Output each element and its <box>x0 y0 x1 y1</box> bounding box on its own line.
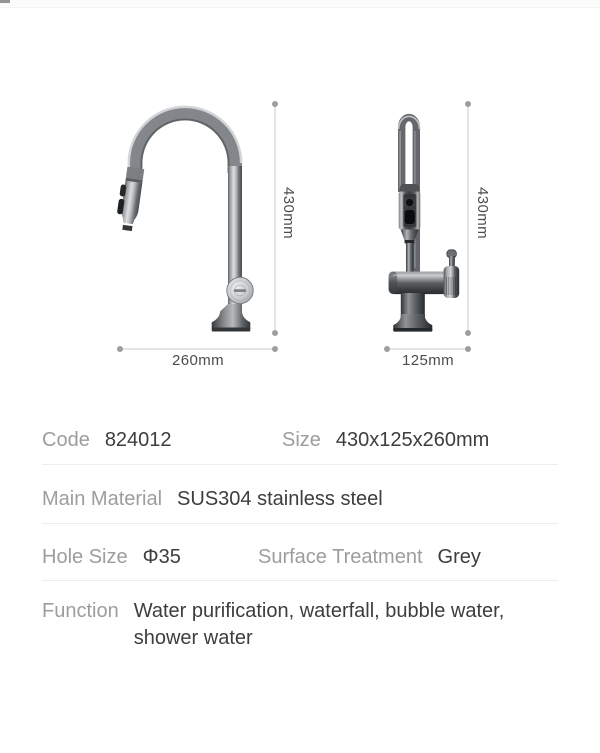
front-height-dimension-label: 430mm <box>280 187 297 240</box>
spec-value-surface-treatment: Grey <box>437 546 481 568</box>
spec-label-material: Main Material <box>42 488 163 510</box>
front-height-dimension-line <box>272 101 278 336</box>
faucet-front-sprayer-head <box>115 166 144 231</box>
faucet-front-handle-knob <box>227 277 253 303</box>
spec-pair-surface-treatment <box>258 545 481 569</box>
spec-label-code: Code <box>42 429 90 451</box>
spec-value-size: 430x125x260mm <box>335 429 490 451</box>
sprayer-round-button <box>405 198 414 207</box>
sprayer-switch-button <box>404 210 415 225</box>
spec-row-material <box>42 465 558 524</box>
spec-label-hole-size: Hole Size <box>42 546 128 568</box>
faucet-side-handle <box>444 250 460 298</box>
spec-table <box>0 413 600 666</box>
faucet-front-base <box>212 304 251 332</box>
spec-label-surface-treatment: Surface Treatment <box>258 546 423 568</box>
spec-value-material: SUS304 stainless steel <box>177 488 383 510</box>
side-height-dimension-line <box>465 101 471 336</box>
faucet-front-view-image <box>115 107 253 332</box>
spec-row-hole-surface <box>42 524 558 581</box>
side-width-dimension-label: 125mm <box>401 352 455 369</box>
spec-value-code: 824012 <box>104 429 172 451</box>
faucet-side-neck <box>406 243 414 274</box>
spec-pair-size <box>282 428 489 452</box>
spec-label-function: Function <box>42 600 119 622</box>
faucet-side-view-image <box>389 116 460 331</box>
faucet-front-spout <box>129 107 241 182</box>
side-height-dimension-label: 430mm <box>474 187 491 240</box>
spec-row-code-size <box>42 413 558 465</box>
front-width-dimension-label: 260mm <box>171 352 225 369</box>
faucet-side-base <box>393 293 432 332</box>
spec-label-size: Size <box>282 429 321 451</box>
faucet-side-body <box>389 272 449 295</box>
spec-value-hole-size: Φ35 <box>142 546 181 568</box>
spec-row-function <box>42 581 558 666</box>
spec-value-function: Water purification, waterfall, bubble water, shower water <box>133 600 505 649</box>
